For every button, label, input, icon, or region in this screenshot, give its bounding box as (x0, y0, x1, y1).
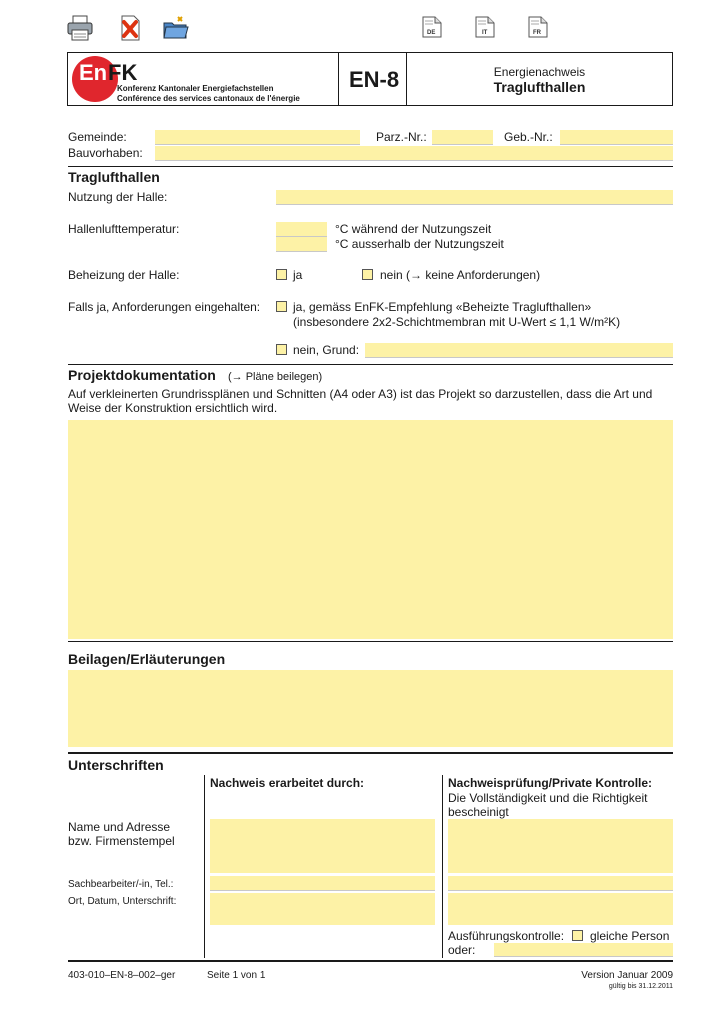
col1-sach-field[interactable] (210, 876, 435, 891)
language-it-label: IT (482, 30, 488, 36)
language-de-label: DE (427, 30, 436, 36)
col2-subtext-1: Die Vollständigkeit und die Richtigkeit (448, 791, 648, 805)
section-divider (68, 641, 673, 642)
gleiche-person-label: gleiche Person (590, 929, 670, 943)
open-folder-icon[interactable] (162, 14, 190, 42)
section-divider (68, 364, 673, 365)
geb-label: Geb.-Nr.: (504, 130, 553, 144)
header-divider-2 (406, 53, 407, 105)
name-label-1: Name und Adresse (68, 820, 171, 834)
dokumentation-text-1: Auf verkleinerten Grundrissplänen und Schnitten (A4 oder A3) ist das Projekt so darzustellen, dass die Art und (68, 387, 653, 401)
logo-text-en: En (79, 60, 108, 85)
oder-field[interactable] (494, 943, 673, 957)
heizung-ja-label: ja (293, 268, 303, 282)
anforderung-nein-label: nein, Grund: (293, 343, 360, 357)
org-name-de: Konferenz Kantonaler Energiefachstellen (117, 84, 274, 93)
parz-label: Parz.-Nr.: (376, 130, 427, 144)
dokumentation-note: (→ Pläne beilegen) (228, 371, 323, 383)
unterschriften-heading: Unterschriften (68, 757, 164, 773)
bauvorhaben-field[interactable] (155, 146, 673, 161)
language-de-icon[interactable] (422, 16, 442, 38)
col1-heading: Nachweis erarbeitet durch: (210, 776, 365, 790)
gemeinde-field[interactable] (155, 130, 360, 145)
ort-label: Ort, Datum, Unterschrift: (68, 896, 177, 907)
heizung-label: Beheizung der Halle: (68, 268, 180, 282)
grund-field[interactable] (365, 343, 673, 358)
nutzung-label: Nutzung der Halle: (68, 190, 168, 204)
name-label-2: bzw. Firmenstempel (68, 834, 175, 848)
section-divider (68, 166, 673, 167)
oder-label: oder: (448, 943, 476, 957)
temp-during-label: °C während der Nutzungszeit (335, 222, 492, 236)
anforderung-label: Falls ja, Anforderungen eingehalten: (68, 300, 261, 314)
heizung-nein-checkbox[interactable] (362, 269, 373, 280)
language-fr-icon[interactable] (528, 16, 548, 38)
parz-field[interactable] (432, 130, 493, 145)
col2-sach-field[interactable] (448, 876, 673, 891)
temp-outside-field[interactable] (276, 237, 327, 252)
col2-name-field[interactable] (448, 819, 673, 873)
temp-during-field[interactable] (276, 222, 327, 237)
col2-subtext-2: bescheinigt (448, 805, 509, 819)
heizung-nein-label: nein (→ keine Anforderungen) (380, 268, 541, 282)
beilagen-area[interactable] (68, 670, 673, 747)
hallen-heading: Traglufthallen (68, 169, 160, 185)
column-divider-2 (442, 775, 443, 958)
footer-valid: gültig bis 31.12.2011 (608, 983, 673, 990)
dokumentation-text-2: Weise der Konstruktion ersichtlich wird. (68, 401, 278, 415)
gleiche-person-checkbox[interactable] (572, 930, 583, 941)
geb-field[interactable] (560, 130, 673, 145)
ausf-label: Ausführungskontrolle: (448, 929, 565, 943)
gemeinde-label: Gemeinde: (68, 130, 127, 144)
col2-heading: Nachweisprüfung/Private Kontrolle: (448, 776, 653, 790)
section-divider (68, 752, 673, 754)
sach-label: Sachbearbeiter/-in, Tel.: (68, 879, 174, 890)
heizung-ja-checkbox[interactable] (276, 269, 287, 280)
language-fr-label: FR (533, 30, 541, 36)
printer-icon[interactable] (66, 14, 94, 42)
bauvorhaben-label: Bauvorhaben: (68, 146, 143, 160)
nutzung-field[interactable] (276, 190, 673, 205)
org-name-fr: Conférence des services cantonaux de l'énergie (117, 94, 300, 103)
header-box (67, 52, 673, 106)
footer-doc-code: 403-010–EN-8–002–ger (68, 970, 176, 981)
col1-signature-field[interactable] (210, 893, 435, 925)
header-divider-1 (338, 53, 339, 105)
anforderung-nein-checkbox[interactable] (276, 344, 287, 355)
anforderung-ja-label-1: ja, gemäss EnFK-Empfehlung «Beheizte Traglufthallen» (293, 300, 592, 314)
header-subtitle: Energienachweis (493, 65, 586, 79)
logo-text-fk: FK (108, 60, 138, 85)
temp-outside-label: °C ausserhalb der Nutzungszeit (335, 237, 504, 251)
header-title: Traglufthallen (493, 79, 586, 95)
beilagen-heading: Beilagen/Erläuterungen (68, 651, 226, 667)
footer-divider (68, 960, 673, 962)
col1-name-field[interactable] (210, 819, 435, 873)
column-divider-1 (204, 775, 205, 958)
footer-version: Version Januar 2009 (581, 970, 673, 981)
temp-label: Hallenlufttemperatur: (68, 222, 180, 236)
anforderung-ja-checkbox[interactable] (276, 301, 287, 312)
col2-signature-field[interactable] (448, 893, 673, 925)
language-it-icon[interactable] (475, 16, 495, 38)
dokumentation-heading: Projektdokumentation (68, 367, 216, 383)
anforderung-ja-label-2: (insbesondere 2x2-Schichtmembran mit U-Wert ≤ 1,1 W/m²K) (293, 315, 621, 329)
dokumentation-area[interactable] (68, 420, 673, 639)
form-code: EN-8 (348, 67, 400, 92)
clear-form-icon[interactable] (116, 14, 144, 42)
footer-page: Seite 1 von 1 (207, 970, 266, 981)
